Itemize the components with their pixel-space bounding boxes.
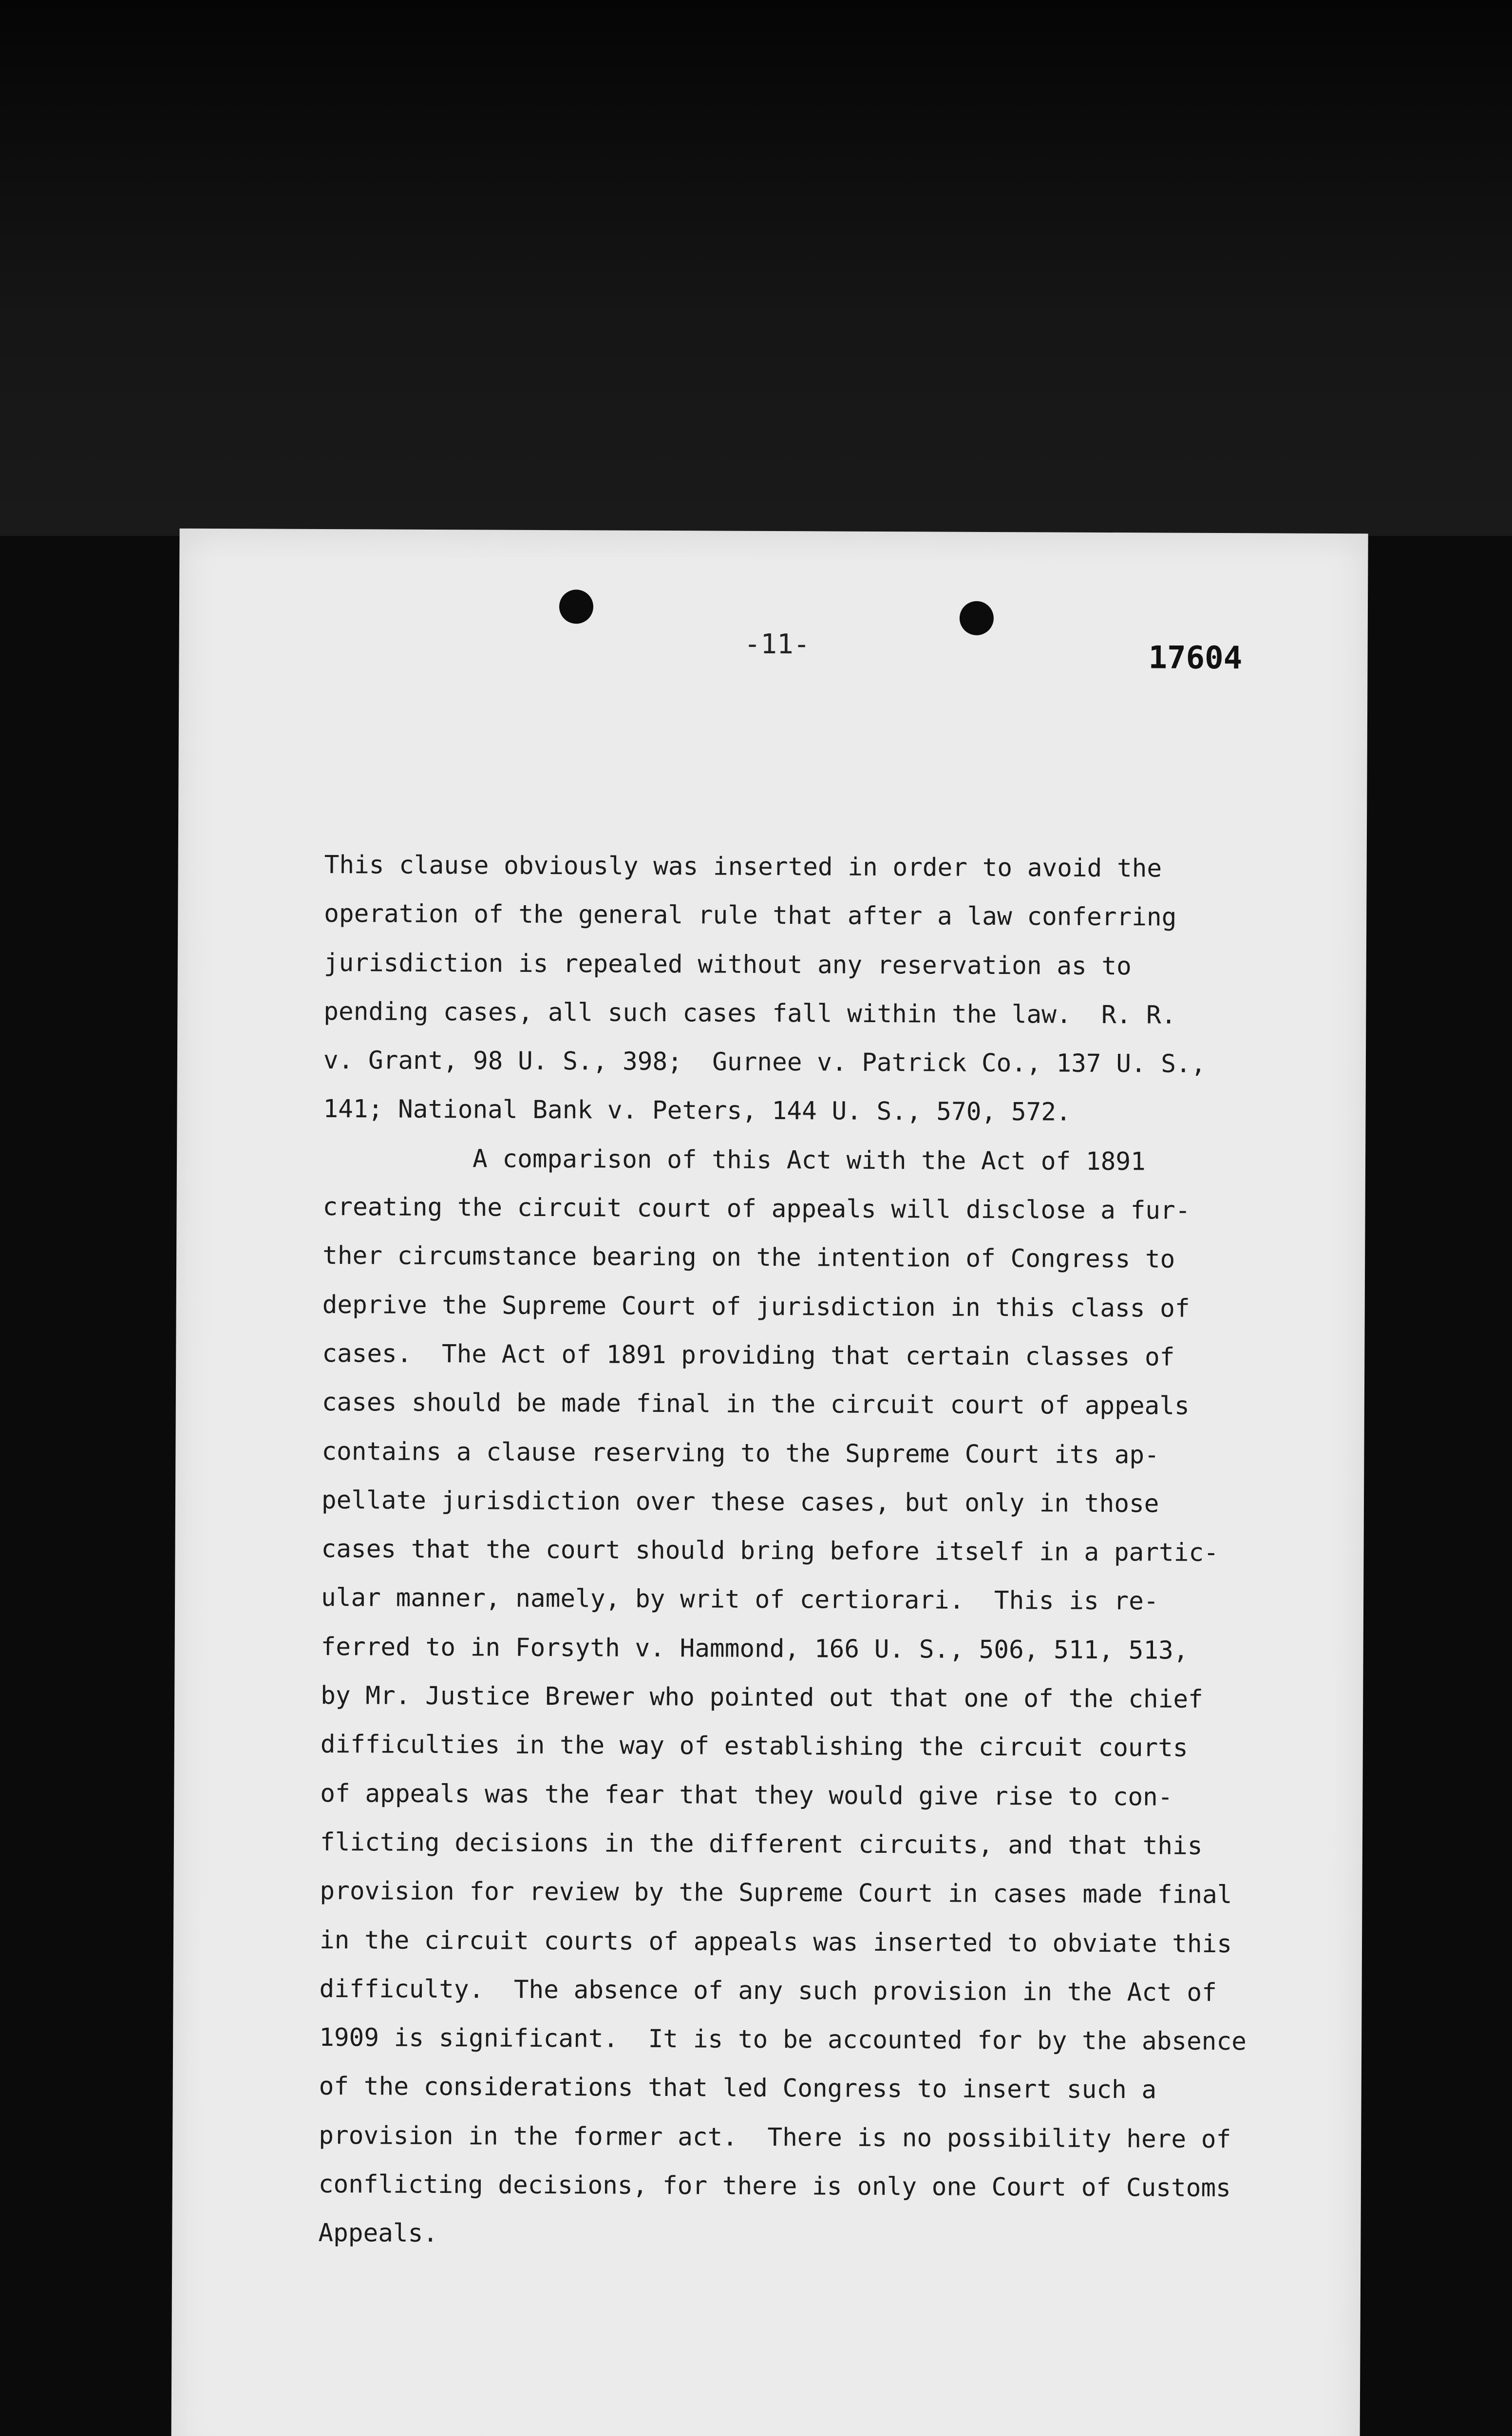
text-line: deprive the Supreme Court of jurisdiction in this class of [322,1290,1190,1323]
text-line: by Mr. Justice Brewer who pointed out that one of the chief [321,1681,1203,1714]
text-line: cases that the court should bring before itself in a partic- [321,1535,1219,1568]
text-line: pending cases, all such cases fall within the law. R. R. [323,997,1176,1030]
text-line: pellate jurisdiction over these cases, but only in those [321,1485,1159,1519]
text-line: contains a clause reserving to the Supreme Court its ap- [321,1437,1160,1470]
text-line: of appeals was the fear that they would give rise to con- [320,1779,1173,1812]
text-line: provision in the former act. There is no possibility here of [319,2121,1231,2154]
text-line: A comparison of this Act with the Act of 1891 [322,1143,1146,1177]
text-line: Appeals. [318,2219,438,2248]
text-line: jurisdiction is repealed without any reservation as to [323,948,1132,981]
text-line: operation of the general rule that after a law conferring [324,899,1177,932]
text-line: conflicting decisions, for there is only one Court of Customs [318,2170,1231,2203]
punch-hole [960,601,994,635]
text-line: difficulties in the way of establishing the circuit courts [320,1730,1188,1763]
text-line: in the circuit courts of appeals was inserted to obviate this [319,1925,1232,1959]
text-line: ther circumstance bearing on the intention of Congress to [322,1241,1175,1275]
body-text [318,841,1308,2262]
text-line: 1909 is significant. It is to be accounted for by the absence [319,2023,1247,2056]
microfilm-border-top [0,0,1512,536]
punch-hole [559,590,593,624]
typed-page [171,529,1368,2436]
text-line: This clause obviously was inserted in order to avoid the [324,850,1162,883]
text-line: flicting decisions in the different circuits, and that this [320,1827,1203,1861]
page-number: -11- [744,628,810,661]
text-line: ferred to in Forsyth v. Hammond, 166 U. S., 506, 511, 513, [321,1632,1189,1665]
text-line: provision for review by the Supreme Court in cases made final [320,1877,1232,1910]
text-line: difficulty. The absence of any such provision in the Act of [319,1974,1217,2007]
text-line: cases. The Act of 1891 providing that certain classes of [322,1339,1175,1372]
text-line: cases should be made final in the circuit court of appeals [321,1388,1190,1421]
text-line: ular manner, namely, by writ of certiorari. This is re- [321,1583,1159,1616]
document-number: 17604 [1148,640,1243,677]
text-line: v. Grant, 98 U. S., 398; Gurnee v. Patrick Co., 137 U. S., [323,1046,1206,1079]
text-line: 141; National Bank v. Peters, 144 U. S., 570, 572. [323,1095,1071,1127]
text-line: creating the circuit court of appeals will disclose a fur- [322,1193,1191,1225]
text-line: of the considerations that led Congress to insert such a [319,2072,1157,2105]
